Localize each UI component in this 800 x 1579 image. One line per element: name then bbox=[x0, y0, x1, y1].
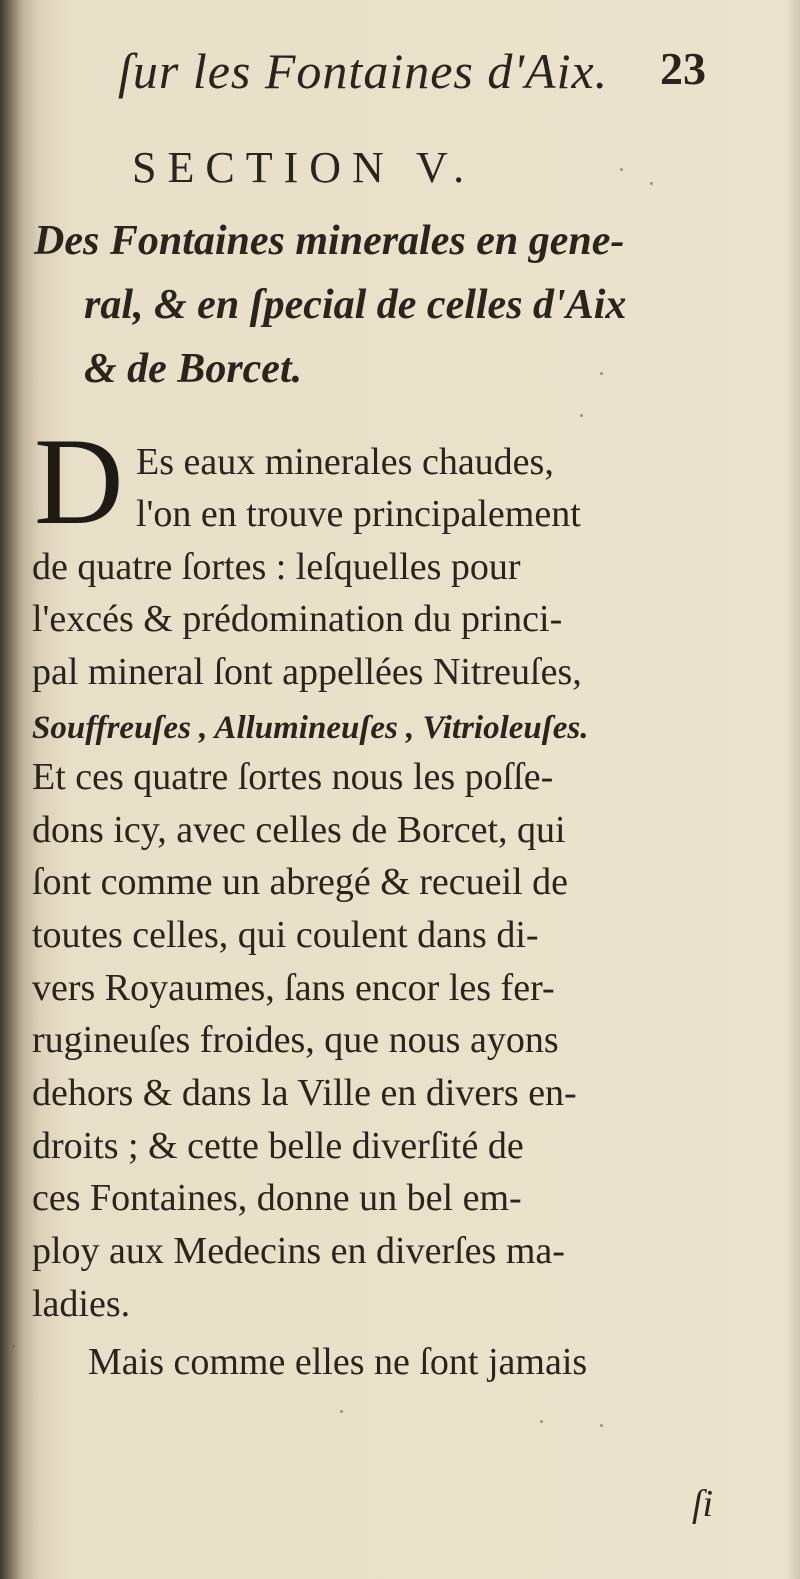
text-line: dons icy, avec celles de Borcet, qui bbox=[32, 809, 566, 851]
section-heading-line: Des Fontaines minerales en gene- bbox=[34, 218, 625, 264]
text-line: ladies. bbox=[32, 1283, 131, 1325]
text-line: Et ces quatre ſortes nous les poſſe- bbox=[32, 756, 554, 798]
ink-speck bbox=[340, 1410, 343, 1413]
text-line: toutes celles, qui coulent dans di- bbox=[32, 914, 539, 956]
text-line: rugineuſes froides, que nous ayons bbox=[32, 1019, 559, 1061]
ink-speck bbox=[650, 182, 653, 185]
section-heading-line: ral, & en ſpecial de celles d'Aix bbox=[84, 282, 627, 328]
text-line: Souffreuſes , Allumineuſes , Vitrioleuſes. bbox=[32, 710, 589, 746]
text-line: ces Fontaines, donne un bel em- bbox=[32, 1177, 522, 1219]
text-line: de quatre ſortes : leſquelles pour bbox=[32, 546, 521, 588]
ink-speck bbox=[580, 414, 583, 417]
ink-speck bbox=[600, 1424, 603, 1427]
running-head-title: ſur les Fontaines d'Aix. bbox=[118, 43, 609, 99]
ink-speck bbox=[540, 1420, 543, 1423]
drop-cap: D bbox=[34, 413, 124, 550]
page-number: 23 bbox=[660, 43, 706, 94]
text-line: vers Royaumes, ſans encor les fer- bbox=[32, 967, 555, 1009]
text-line: Es eaux minerales chaudes, bbox=[136, 441, 554, 483]
text-line: pal mineral ſont appellées Nitreuſes, bbox=[32, 651, 582, 693]
text-line: Mais comme elles ne ſont jamais bbox=[88, 1341, 588, 1383]
text-line: l'on en trouve principalement bbox=[136, 493, 581, 535]
section-label: SECTION V. bbox=[132, 143, 476, 192]
ink-speck bbox=[12, 1345, 15, 1348]
section-heading-line: & de Borcet. bbox=[84, 346, 303, 392]
running-head bbox=[118, 42, 738, 112]
text-line: droits ; & cette belle diverſité de bbox=[32, 1125, 524, 1167]
text-line: l'excés & prédomination du princi- bbox=[32, 598, 563, 640]
ink-speck bbox=[620, 168, 623, 171]
text-line: dehors & dans la Ville en divers en- bbox=[32, 1072, 577, 1114]
text-line: ploy aux Medecins en diverſes ma- bbox=[32, 1230, 565, 1272]
ink-speck bbox=[600, 372, 603, 375]
catchword: ſi bbox=[692, 1483, 714, 1525]
text-line: ſont comme un abregé & recueil de bbox=[32, 861, 569, 903]
